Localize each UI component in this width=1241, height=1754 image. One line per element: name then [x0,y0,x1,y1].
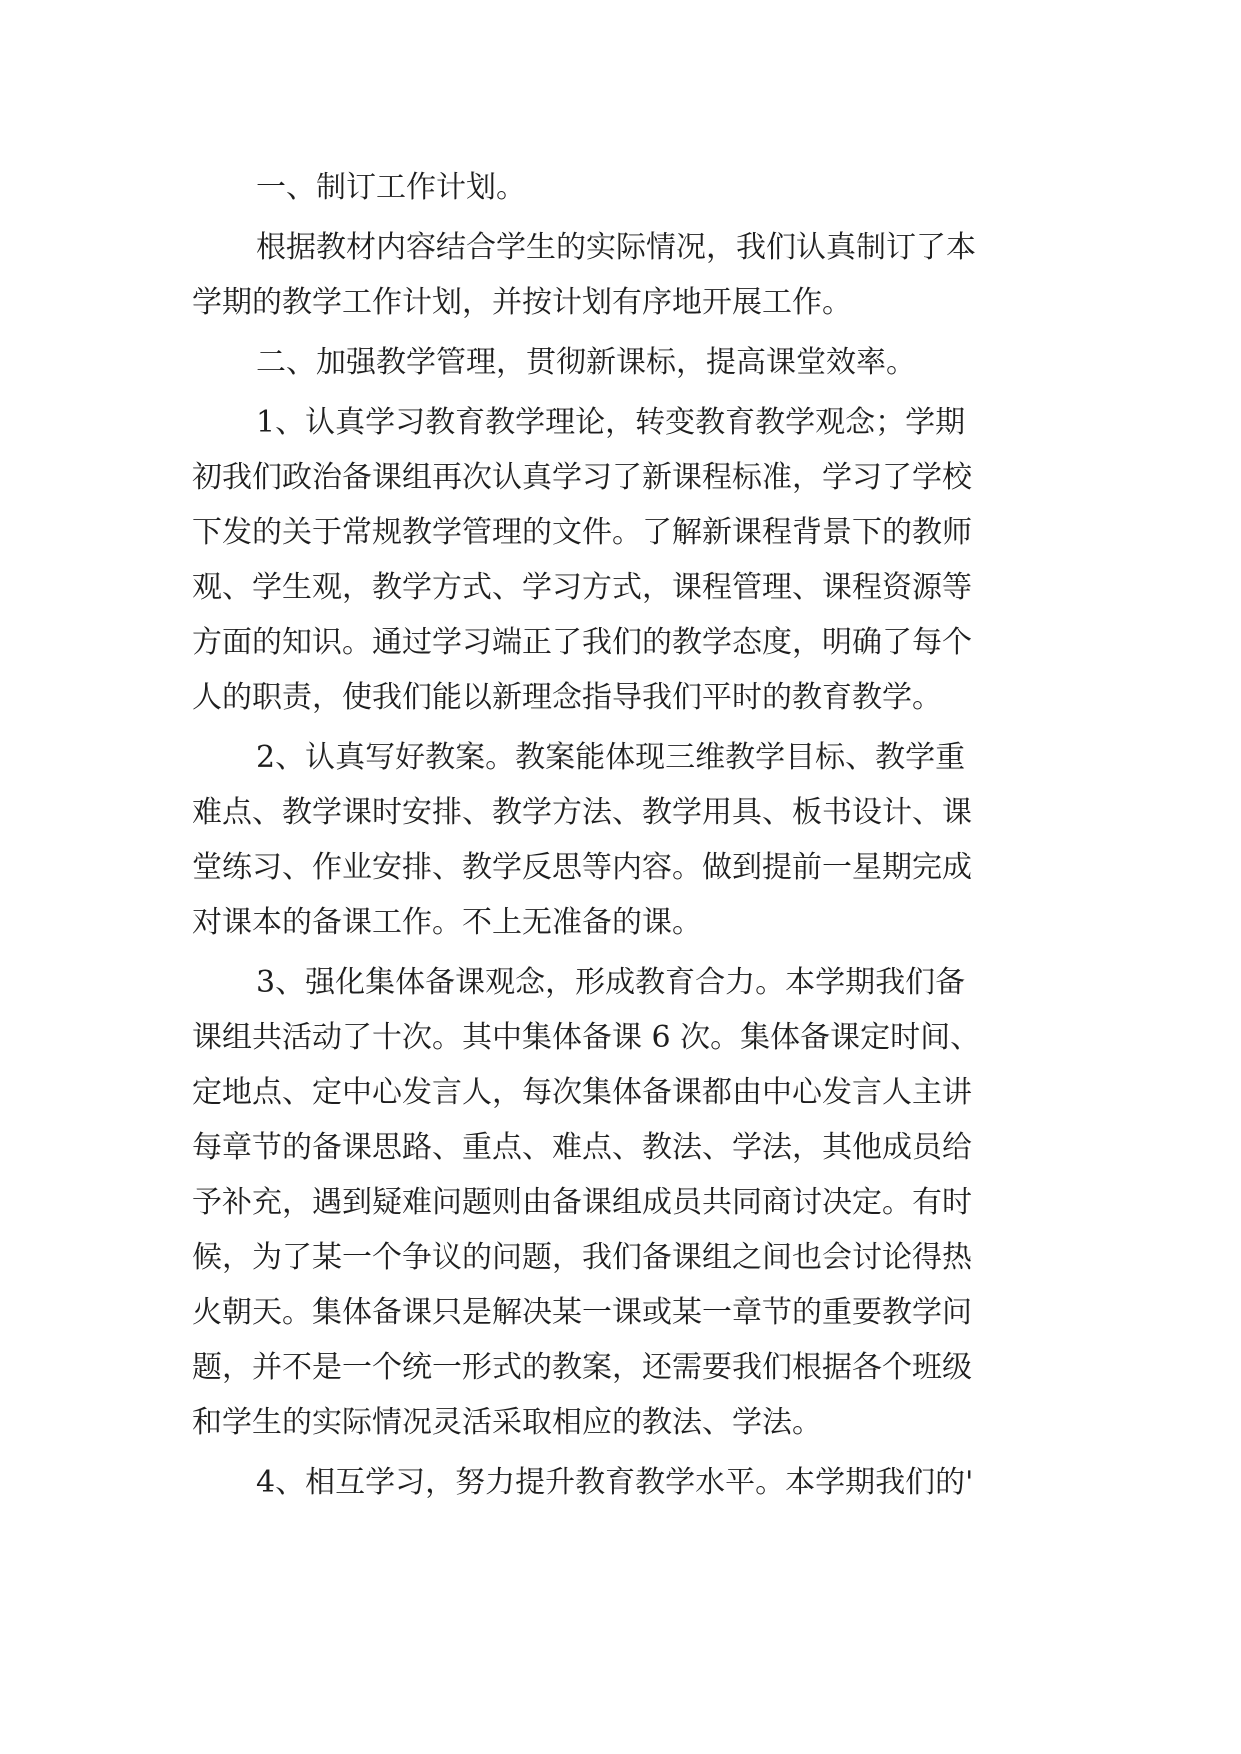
paragraph-line: 人的职责，使我们能以新理念指导我们平时的教育教学。 [192,680,942,715]
paragraph-line: 方面的知识。通过学习端正了我们的教学态度，明确了每个 [192,625,972,660]
paragraph-line: 2、认真写好教案。教案能体现三维教学目标、教学重 [256,740,966,775]
paragraph-line: 难点、教学课时安排、教学方法、教学用具、板书设计、课 [192,795,972,830]
paragraph-line: 和学生的实际情况灵活采取相应的教法、学法。 [192,1405,822,1440]
paragraph-line: 3、强化集体备课观念，形成教育合力。本学期我们备 [256,965,966,1000]
paragraph-line: 课组共活动了十次。其中集体备课 6 次。集体备课定时间、 [192,1020,981,1055]
paragraph-line: 火朝天。集体备课只是解决某一课或某一章节的重要教学问 [192,1295,972,1330]
paragraph-line: 堂练习、作业安排、教学反思等内容。做到提前一星期完成 [192,850,972,885]
paragraph-line: 题，并不是一个统一形式的教案，还需要我们根据各个班级 [192,1350,972,1385]
paragraph-line: 1、认真学习教育教学理论，转变教育教学观念；学期 [256,405,966,440]
paragraph-line: 予补充，遇到疑难问题则由备课组成员共同商讨决定。有时 [192,1185,972,1220]
paragraph-line: 候，为了某一个争议的问题，我们备课组之间也会讨论得热 [192,1240,972,1275]
heading-2: 二、加强教学管理，贯彻新课标，提高课堂效率。 [256,345,916,380]
paragraph-line: 下发的关于常规教学管理的文件。了解新课程背景下的教师 [192,515,972,550]
paragraph-line: 初我们政治备课组再次认真学习了新课程标准，学习了学校 [192,460,972,495]
paragraph-line: 学期的教学工作计划，并按计划有序地开展工作。 [192,285,852,320]
paragraph-line: 4、相互学习，努力提升教育教学水平。本学期我们的' [256,1465,974,1500]
paragraph-line: 每章节的备课思路、重点、难点、教法、学法，其他成员给 [192,1130,972,1165]
paragraph-line: 定地点、定中心发言人，每次集体备课都由中心发言人主讲 [192,1075,972,1110]
paragraph-line: 观、学生观，教学方式、学习方式，课程管理、课程资源等 [192,570,972,605]
paragraph-line: 根据教材内容结合学生的实际情况，我们认真制订了本 [256,230,976,265]
paragraph-line: 对课本的备课工作。不上无准备的课。 [192,905,702,940]
heading-1: 一、制订工作计划。 [256,170,526,205]
